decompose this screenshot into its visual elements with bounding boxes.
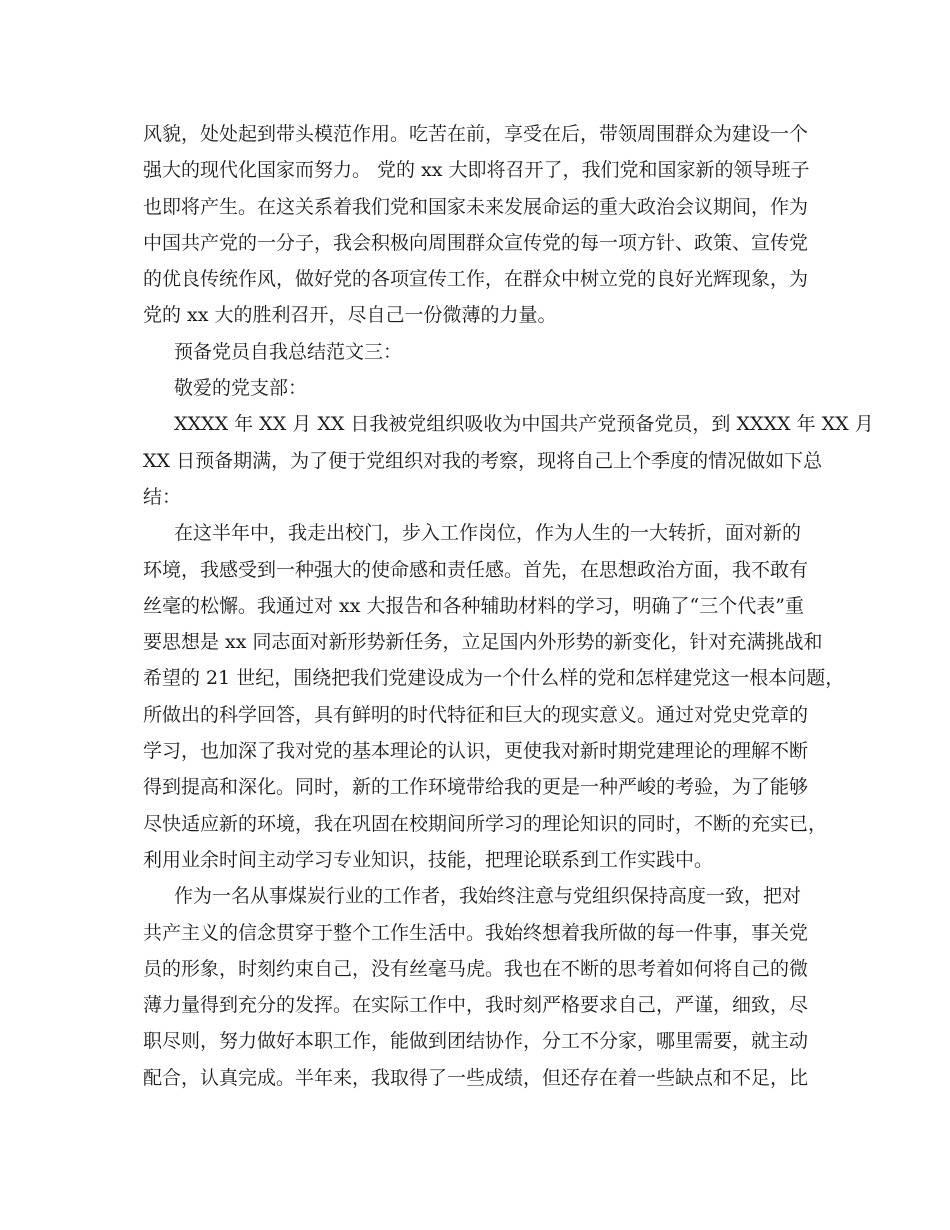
text-line: 要思想是 xx 同志面对新形势新任务，立足国内外形势的新变化，针对充满挑战和: [143, 631, 823, 654]
text-line: 职尽则，努力做好本职工作，能做到团结协作，分工不分家，哪里需要，就主动: [143, 1030, 809, 1053]
text-line: 希望的 21 世纪，围绕把我们党建设成为一个什么样的党和怎样建党这一根本问题，: [143, 667, 845, 690]
text-line: XX 日预备期满，为了便于党组织对我的考察，现将自己上个季度的情况做如下总: [143, 449, 823, 472]
text-line: 强大的现代化国家而努力。 党的 xx 大即将召开了，我们党和国家新的领导班子: [143, 159, 810, 182]
text-line: 薄力量得到充分的发挥。在实际工作中，我时刻严格要求自己，严谨，细致，尽: [143, 994, 809, 1017]
text-line: 风貌，处处起到带头模范作用。吃苦在前，享受在后，带领周围群众为建设一个: [143, 123, 809, 145]
text-line: 配合，认真完成。半年来，我取得了一些成绩，但还存在着一些缺点和不足，比: [143, 1066, 809, 1089]
text-line: 的优良传统作风，做好党的各项宣传工作，在群众中树立党的良好光辉现象，为: [143, 268, 809, 291]
text-line: 所做出的科学回答，具有鲜明的时代特征和巨大的现实意义。通过对党史党章的: [143, 703, 809, 726]
text-line: 敬爱的党支部：: [174, 377, 308, 400]
text-line: 党的 xx 大的胜利召开，尽自己一份微薄的力量。: [143, 304, 557, 327]
text-line: 得到提高和深化。同时，新的工作环境带给我的更是一种严峻的考验，为了能够: [143, 776, 809, 799]
text-line: 利用业余时间主动学习专业知识，技能，把理论联系到工作实践中。: [143, 848, 714, 871]
text-line: 环境，我感受到一种强大的使命感和责任感。首先，在思想政治方面，我不敢有: [143, 558, 809, 581]
text-line: 中国共产党的一分子，我会积极向周围群众宣传党的每一项方针、政策、宣传党: [143, 231, 809, 254]
text-line: 预备党员自我总结范文三：: [174, 340, 403, 363]
document-body: [143, 116, 874, 1096]
text-line: 学习，也加深了我对党的基本理论的认识，更使我对新时期党建理论的理解不断: [143, 740, 809, 763]
text-line: 共产主义的信念贯穿于整个工作生活中。我始终想着我所做的每一件事，事关党: [143, 921, 809, 944]
text-line: 结：: [143, 485, 182, 508]
text-line: 丝毫的松懈。我通过对 xx 大报告和各种辅助材料的学习，明确了“三个代表”重: [143, 594, 804, 617]
text-line: 员的形象，时刻约束自己，没有丝毫马虎。我也在不断的思考着如何将自己的微: [143, 957, 809, 980]
text-line: 也即将产生。在这关系着我们党和国家未来发展命运的重大政治会议期间，作为: [143, 195, 809, 218]
text-line: 尽快适应新的环境，我在巩固在校期间所学习的理论知识的同时，不断的充实已，: [143, 812, 828, 835]
text-line: 在这半年中，我走出校门，步入工作岗位，作为人生的一大转折，面对新的: [174, 522, 802, 545]
text-line: 作为一名从事煤炭行业的工作者，我始终注意与党组织保持高度一致，把对: [174, 885, 802, 908]
text-line: XXXX 年 XX 月 XX 日我被党组织吸收为中国共产党预备党员，到 XXXX 年 XX 月: [174, 413, 874, 436]
